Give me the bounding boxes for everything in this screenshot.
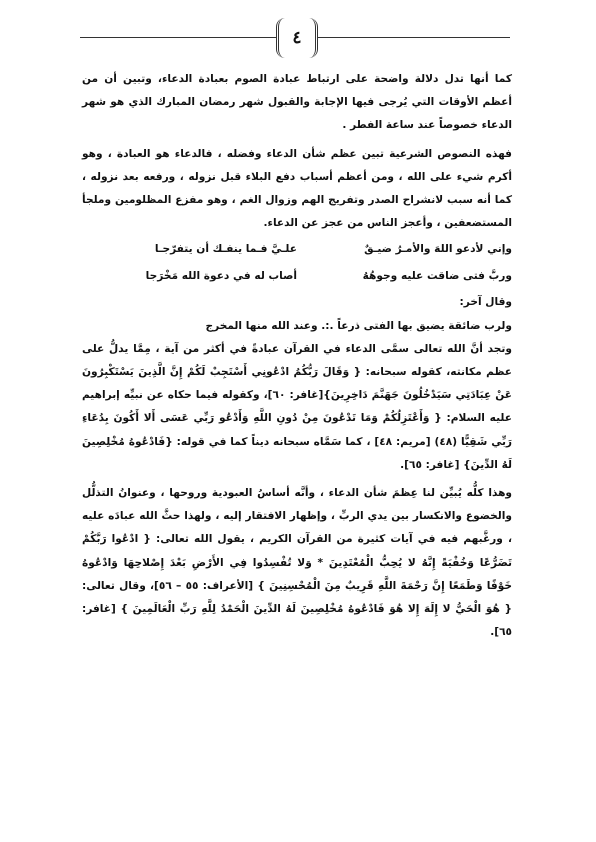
quran-quote: { وَقَالَ رَبُّكُمُ ادْعُونِي أَسْتَجِبْ لَكُمْ إِنَّ الَّذِينَ يَسْتَكْبِرُونَ عَنْ عِبَادَتِي سَيَدْخُلُونَ جَهَنَّمَ دَاخِرِينَ}: [82, 366, 512, 402]
text-run: [الأعراف: ٥٥ – ٥٦]، وقال تعالى:: [82, 579, 258, 592]
quran-quote: {فَادْعُوهُ مُخْلِصِينَ لَهُ الدِّينَ}: [82, 435, 512, 471]
poem-verse: [82, 237, 512, 263]
text-run: [غافر: ٦٥].: [400, 458, 464, 471]
text-run: وتجد أنَّ الله تعالى سمَّى الدعاء في القرآن عبادةً في أكثر من آية ، مِمَّا يدلُّ على عظم مكانته، كقوله سبحانه:: [82, 342, 512, 379]
header-rule-right: [318, 37, 510, 38]
text-run: [غافر: ٦٠]، وكقوله فيما حكاه عن نبيِّه إبراهيم عليه السلام:: [82, 389, 512, 425]
verse-second-hemistich: أصاب له في دعوة الله مَخْرَجا: [145, 270, 297, 283]
quran-quote: { وَأَعْتَزِلُكُمْ وَمَا تَدْعُونَ مِنْ دُونِ اللَّهِ وَأَدْعُو رَبِّي عَسَى أَلا أَكُونَ بِدُعَاءِ رَبِّي شَقِيًّا (٤٨): [82, 412, 513, 448]
text-run: وهذا كلُّه يُبيِّن لنا عِظمَ شأن الدعاء ، وأنَّه أساسُ العبودية وروحها ، وعنوانُ التذلُّل والخضوع والانكسار بين يدي الربِّ ، وإظهار الافتقار إليه ، ولهذا حثَّ الله عبادَه عليه ، ورغَّبهم فيه في آيات كثيرة من القرآن الكريم ، يقول الله تعالى:: [82, 487, 512, 546]
quran-quote: { ادْعُوا رَبَّكُمْ تَضَرُّعًا وَخُفْيَةً إِنَّهُ لا يُحِبُّ الْمُعْتَدِينَ * وَلا تُفْسِدُوا فِي الأَرْضِ بَعْدَ إِصْلاحِهَا وَادْعُوهُ خَوْفًا وَطَمَعًا إِنَّ رَحْمَةَ اللَّهِ قَرِيبٌ مِنَ الْمُحْسِنِينَ }: [82, 533, 512, 592]
page-body: [82, 68, 512, 644]
another-poet-label: وقال آخر:: [459, 296, 512, 309]
paragraph-4: [82, 482, 512, 644]
text-run: [غافر: ٦٥].: [82, 603, 512, 639]
verse-first-hemistich: وإني لأدعو اللهَ والأمـرُ ضيـقٌ: [364, 243, 512, 256]
poem-verse: [82, 264, 512, 290]
verse-second-hemistich: علـيَّ فـما ينفـك أن يتفرّجـا: [154, 243, 297, 256]
text-run: [مريم: ٤٨] ، كما سَمَّاه سبحانه ديناً كما في قوله:: [172, 435, 435, 448]
single-verse: ولرب ضائقة يضيق بها الفتى ذرعاً .:. وعند الله منها المخرج: [205, 319, 512, 332]
paragraph-1: كما أنها تدل دلالة واضحة على ارتباط عبادة الصوم بعبادة الدعاء، وتبين أن من أعظم الأوقات التي يُرجى فيها الإجابة والقبول شهر رمضان المبارك الذي هو شهر الدعاء خصوصاً عند ساعة الفطر .: [82, 73, 512, 132]
header-rule-left: [80, 37, 276, 38]
paragraph-3: [82, 338, 512, 477]
paragraph-2: فهذه النصوص الشرعية تبين عظم شأن الدعاء وفضله ، فالدعاء هو العبادة ، وهو أكرم شيء على الله ، ومن أعظم أسباب دفع البلاء قبل نزوله ، ورفعه بعد نزوله ، كما أنه سبب لانشراح الصدر وتفريج الهم وزوال الغم ، وهو مفزع المظلومين وملجأ المستضعفين ، وأعجز الناس من عجز عن الدعاء.: [82, 147, 512, 230]
page-number: ٤: [276, 18, 318, 58]
quran-quote: { هُوَ الْحَيُّ لا إِلَهَ إِلا هُوَ فَادْعُوهُ مُخْلِصِينَ لَهُ الدِّينَ الْحَمْدُ لِلَّهِ رَبِّ الْعَالَمِينَ }: [120, 603, 512, 616]
poem-verses: [82, 237, 512, 291]
verse-first-hemistich: وربَّ فتى ضاقت عليه وجوهُهُ: [362, 270, 512, 283]
